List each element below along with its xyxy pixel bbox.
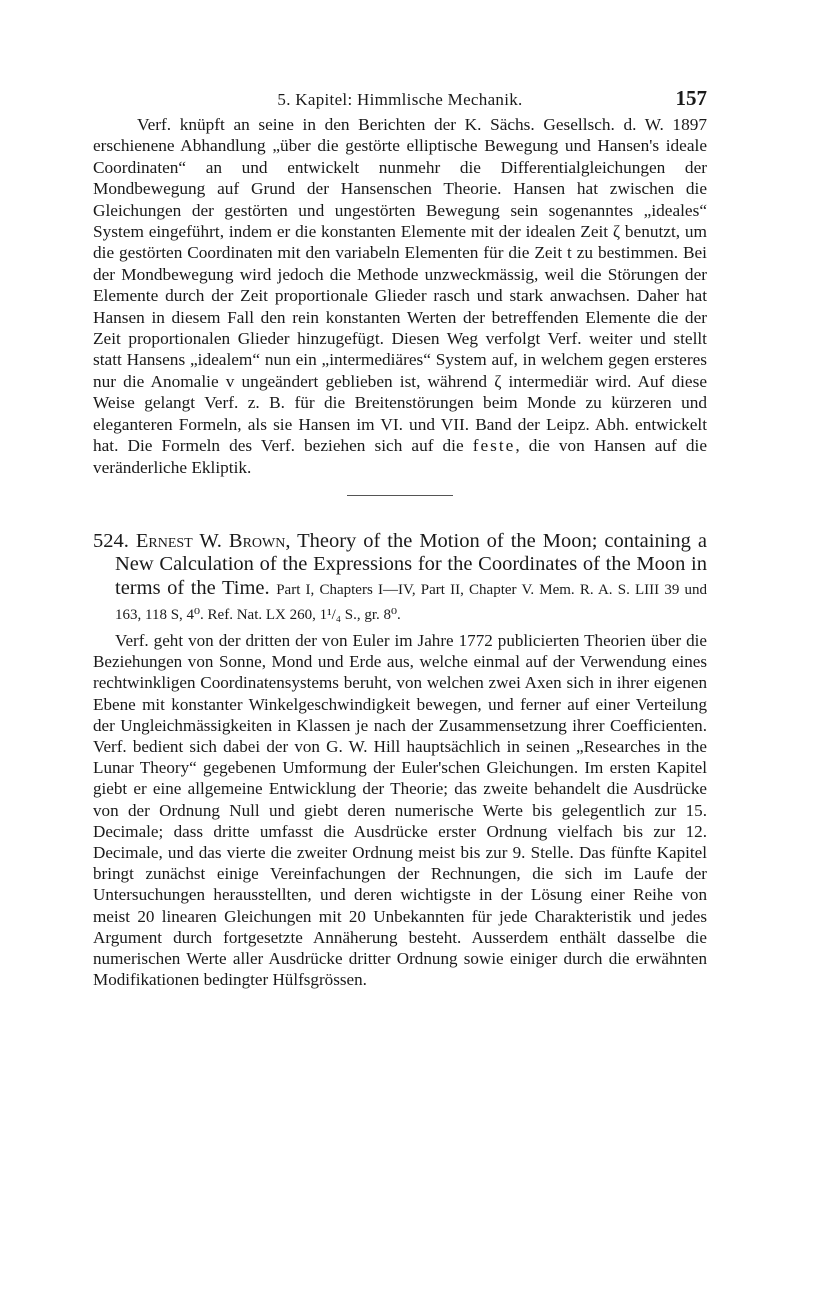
page — [93, 84, 707, 990]
running-title: 5. Kapitel: Himmlische Mechanik. — [277, 90, 523, 109]
entry-reference: Part I, Chapters I—IV, Part II, Chapter V. Mem. R. A. S. LIII 39 und 163, 118 S, 4⁰. Ref. Nat. LX 260, 1¹/₄ S., gr. 8⁰. — [115, 581, 708, 624]
review-text-end: , die von Hansen auf die veränderliche Ekliptik. — [93, 436, 707, 477]
section-divider — [347, 495, 453, 496]
entry-author: Ernest W. Brown, — [135, 529, 291, 552]
entry-number: 524. — [93, 529, 129, 552]
emphasized-word: feste — [472, 436, 516, 456]
page-number: 157 — [675, 86, 707, 110]
entry-summary: Verf. geht von der dritten der von Euler im Jahre 1772 publicierten Theorien über die Beziehungen von Sonne, Mond und Erde aus, welche einmal auf der Verwendung eines rechtwinkligen Coordinatensystems beruht, von welchen zwei Axen sich in ihrer eigenen Ebene mit konstanter Winkelgeschwindigkeit bewegen, und ferner auf einer Verteilung der Ungleichmässigkeiten in Klassen je nach der Zusammensetzung ihrer Coefficienten. Verf. bedient sich dabei der von G. W. Hill hauptsächlich in seinen „Researches in the Lunar Theory“ gegebenen Umformung der Euler'schen Gleichungen. Im ersten Kapitel giebt er eine allgemeine Entwicklung der Theorie; das zweite behandelt die Ausdrücke von der Ordnung Null und giebt deren numerische Werte bis gelegentlich zur 15. Decimale; dass dritte umfasst die Ausdrücke erster Ordnung vielfach bis zur 12. Decimale, und das vierte die zweiter Ordnung meist bis zur 9. Stelle. Das fünfte Kapitel bringt zunächst einige Vereinfachungen der Rechnungen, die sich im Laufe der Untersuchungen herausstellten, und deren wichtigste in der Lösung einer Reihe von meist 20 linearen Gleichungen mit 20 Unbekannten für jede Charakteristik und jedes Argument durch fortgesetzte Annäherung besteht. Ausserdem enthält dasselbe die numerischen Werte aller Ausdrücke dritter Ordnung sowie einiger durch die erwähnten Modifikationen bedingter Hülfsgrössen. — [93, 630, 707, 990]
bibliographic-entry — [93, 530, 707, 628]
running-header — [93, 84, 707, 114]
review-text: Verf. knüpft an seine in den Berichten der K. Sächs. Gesellsch. d. W. 1897 erschienene Abhandlung „über die gestörte elliptische Bewegung und Hansen's ideale Coordinaten“ an und entwickelt nunmehr die Differentialgleichungen der Mondbewegung auf Grund der Hansenschen Theorie. Hansen hat zwischen die Gleichungen der gestörten und ungestörten Bewegung sein sogenanntes „ideales“ System eingeführt, indem er die konstanten Elemente mit der idealen Zeit ζ benutzt, um die gestörten Coordinaten mit den variabeln Elementen für die Zeit t zu bestimmen. Bei der Mondbewegung wird jedoch die Methode unzweckmässig, weil die Störungen der Elemente durch der Zeit proportionale Glieder rasch und stark anwachsen. Daher hat Hansen in diesem Fall den rein konstanten Werten der betreffenden Elemente die der Zeit proportionalen Glieder hinzugefügt. Diesen Weg verfolgt Verf. weiter und stellt statt Hansens „idealem“ nun ein „intermediäres“ System auf, in welchem gegen ersteres nur die Anomalie v ungeändert geblieben ist, während ζ intermediär wird. Auf diese Weise gelangt Verf. z. B. für die Breitenstörungen beim Monde zu kürzeren und eleganteren Formeln, als sie Hansen im VI. und VII. Band der Leipz. Abh. entwickelt hat. Die Formeln des Verf. beziehen sich auf die — [93, 115, 707, 456]
review-paragraph — [93, 114, 707, 478]
entry-title: Theory of the Motion of the Moon; containing a New Calculation of the Expressions for the Coordinates of the Moon in terms of the Time. — [115, 529, 707, 599]
